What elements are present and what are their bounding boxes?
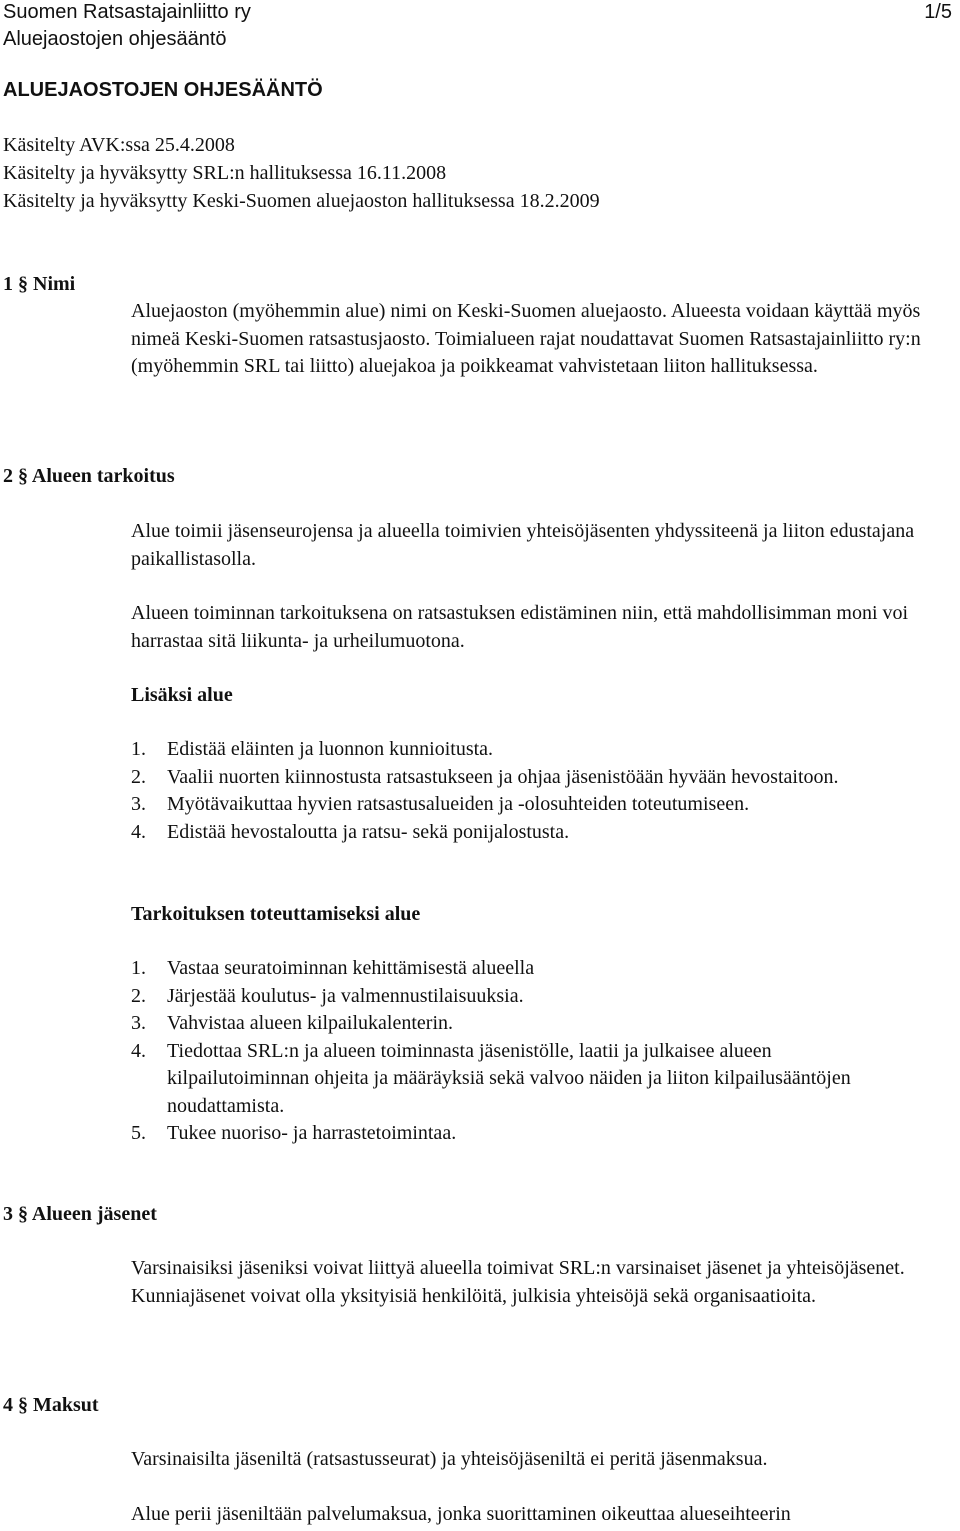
list-item-text: Järjestää koulutus- ja valmennustilaisuuksia. bbox=[167, 984, 524, 1007]
section-2-subheading-1: Lisäksi alue bbox=[131, 684, 233, 706]
list-item-text: Edistää eläinten ja luonnon kunnioitusta. bbox=[167, 738, 494, 760]
list-item-number: 3. bbox=[131, 1012, 146, 1034]
list-item bbox=[131, 1120, 901, 1148]
section-4-paragraph-1: Varsinaisilta jäseniltä (ratsastusseurat) ja yhteisöjäseniltä ei peritä jäsenmaksua. bbox=[131, 1448, 768, 1470]
section-2-heading: 2 § Alueen tarkoitus bbox=[3, 465, 175, 487]
document-title: ALUEJAOSTOJEN OHJESÄÄNTÖ bbox=[3, 79, 323, 101]
list-item bbox=[131, 1010, 901, 1038]
section-4-paragraph-2: Alue perii jäseniltään palvelumaksua, jonka suorittaminen oikeuttaa alueseihteerin bbox=[131, 1503, 791, 1525]
section-4-heading: 4 § Maksut bbox=[3, 1394, 99, 1416]
list-item bbox=[131, 819, 931, 847]
list-item-text: Vaalii nuorten kiinnostusta ratsastukseen ja ohjaa jäsenistöään hyvään hevostaitoon. bbox=[167, 765, 839, 788]
list-lisaksi bbox=[131, 736, 931, 846]
section-2-subheading-2: Tarkoituksen toteuttamiseksi alue bbox=[131, 903, 421, 925]
list-item bbox=[131, 791, 931, 819]
section-2-paragraph-2: Alueen toiminnan tarkoituksena on ratsastuksen edistäminen niin, että mahdollisimman moni voi harrastaa sitä liikunta- ja urheilumuotona. bbox=[131, 602, 909, 652]
list-item-text: Tukee nuoriso- ja harrastetoimintaa. bbox=[167, 1122, 457, 1144]
list-item-text: Vahvistaa alueen kilpailukalenterin. bbox=[167, 1012, 454, 1034]
list-item bbox=[131, 764, 931, 792]
meta-line-2: Käsitelty ja hyväksytty SRL:n hallituksessa 16.11.2008 bbox=[3, 162, 447, 184]
list-item-text: Edistää hevostaloutta ja ratsu- sekä ponijalostusta. bbox=[167, 820, 570, 843]
list-item-number: 4. bbox=[131, 820, 146, 843]
list-item-number: 2. bbox=[131, 765, 146, 788]
page-number: 1/5 bbox=[924, 1, 952, 23]
section-3-text: Varsinaisiksi jäseniksi voivat liittyä alueella toimivat SRL:n varsinaiset jäsenet ja yhteisöjäsenet. Kunniajäsenet voivat olla yksityisiä henkilöitä, julkisia yhteisöjä sekä organisaatioita. bbox=[131, 1257, 905, 1307]
list-item-number: 4. bbox=[131, 1039, 146, 1062]
list-item-number: 1. bbox=[131, 738, 146, 760]
section-2-paragraph-1: Alue toimii jäsenseurojensa ja alueella toimivien yhteisöjäsenten yhdyssiteenä ja liiton edustajana paikallistasolla. bbox=[131, 520, 915, 570]
meta-line-3: Käsitelty ja hyväksytty Keski-Suomen aluejaoston hallituksessa 18.2.2009 bbox=[3, 190, 600, 212]
list-item-number: 5. bbox=[131, 1122, 146, 1144]
list-item-number: 2. bbox=[131, 984, 146, 1007]
section-1-heading: 1 § Nimi bbox=[3, 273, 76, 295]
list-item-text: Tiedottaa SRL:n ja alueen toiminnasta jäsenistölle, laatii ja julkaisee alueen kilpailutoiminnan ohjeita ja määräyksiä sekä valvoo näiden ja liiton kilpailusääntöjen noudattamista. bbox=[167, 1039, 851, 1117]
list-item bbox=[131, 955, 901, 983]
list-item-text: Vastaa seuratoiminnan kehittämisestä alueella bbox=[167, 957, 535, 979]
meta-line-1: Käsitelty AVK:ssa 25.4.2008 bbox=[3, 134, 235, 156]
list-item-text: Myötävaikuttaa hyvien ratsastusalueiden ja -olosuhteiden toteutumiseen. bbox=[167, 793, 750, 815]
header-org: Suomen Ratsastajainliitto ry bbox=[3, 1, 251, 23]
list-tarkoitus bbox=[131, 955, 901, 1148]
list-item bbox=[131, 1038, 901, 1121]
list-item-number: 1. bbox=[131, 957, 146, 979]
list-item bbox=[131, 736, 931, 764]
list-item bbox=[131, 983, 901, 1011]
header-doc-title: Aluejaostojen ohjesääntö bbox=[3, 28, 227, 50]
section-1-text: Aluejaoston (myöhemmin alue) nimi on Keski-Suomen aluejaosto. Alueesta voidaan käyttää myös nimeä Keski-Suomen ratsastusjaosto. Toimialueen rajat noudattavat Suomen Ratsastajainliitto ry:n (myöhemmin SRL tai liitto) aluejakoa ja poikkeamat vahvistetaan liiton hallituksessa. bbox=[131, 300, 921, 377]
section-3-heading: 3 § Alueen jäsenet bbox=[3, 1203, 157, 1225]
list-item-number: 3. bbox=[131, 793, 146, 815]
